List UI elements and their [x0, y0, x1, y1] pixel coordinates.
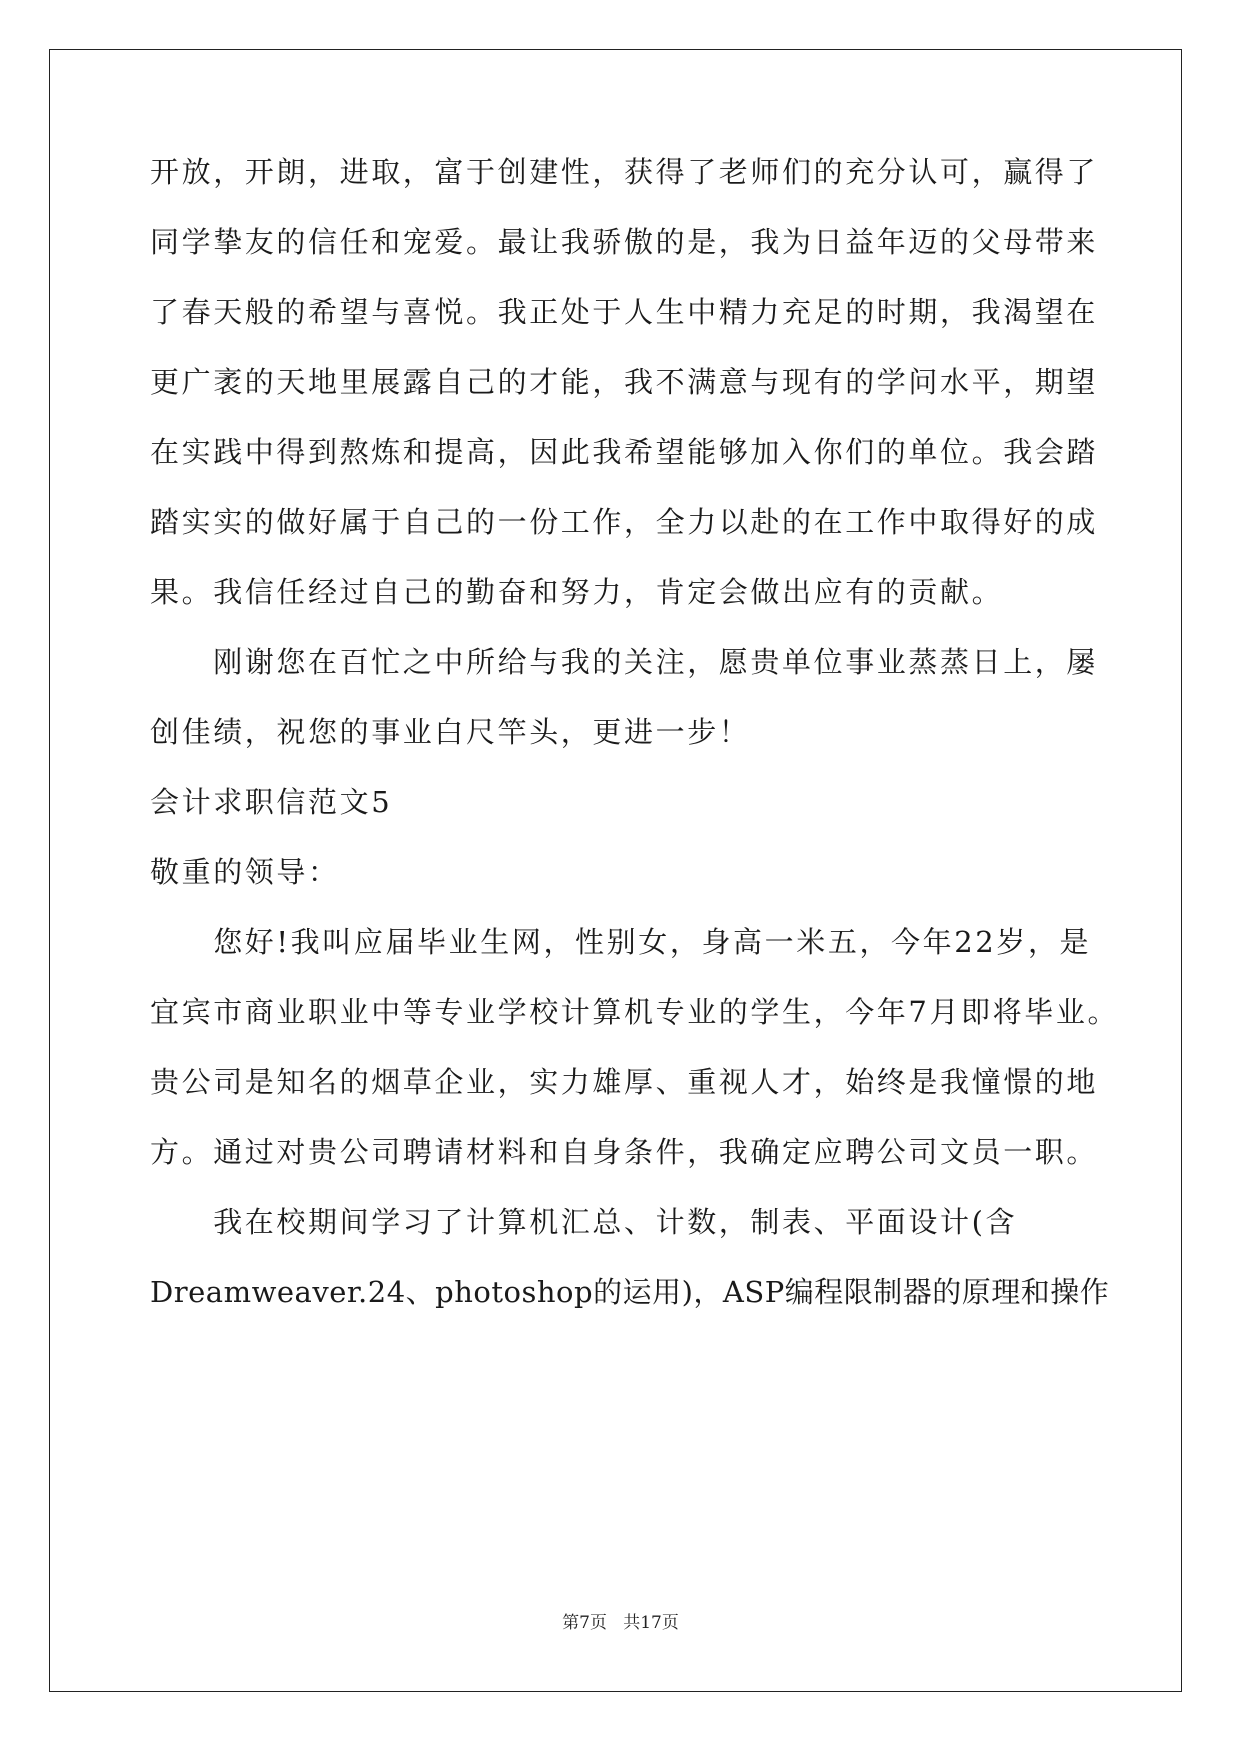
body-line-9: 创佳绩，祝您的事业白尺竿头，更进一步！	[150, 715, 751, 749]
body-line-1: 开放，开朗，进取，富于创建性，获得了老师们的充分认可，赢得了	[150, 155, 1099, 189]
section-heading: 会计求职信范文5	[150, 785, 393, 819]
page-footer	[0, 1612, 1241, 1634]
page-total: 共17页	[623, 1613, 679, 1633]
page-number: 第7页	[562, 1613, 607, 1633]
body-line-14: 贵公司是知名的烟草企业，实力雄厚、重视人才，始终是我憧憬的地	[150, 1065, 1099, 1099]
body-line-5: 在实践中得到熬炼和提高，因此我希望能够加入你们的单位。我会踏	[150, 435, 1099, 469]
body-line-3: 了春天般的希望与喜悦。我正处于人生中精力充足的时期，我渴望在	[150, 295, 1099, 329]
body-line-4: 更广袤的天地里展露自己的才能，我不满意与现有的学问水平，期望	[150, 365, 1099, 399]
body-line-2: 同学挚友的信任和宠爱。最让我骄傲的是，我为日益年迈的父母带来	[150, 225, 1099, 259]
body-line-17: Dreamweaver.24、photoshop的运用)，ASP编程限制器的原理和操作	[150, 1275, 1110, 1309]
body-line-8: 刚谢您在百忙之中所给与我的关注，愿贵单位事业蒸蒸日上，屡	[150, 645, 1099, 679]
body-line-16: 我在校期间学习了计算机汇总、计数，制表、平面设计(含	[150, 1205, 1018, 1239]
body-line-13: 宜宾市商业职业中等专业学校计算机专业的学生，今年7月即将毕业。	[150, 995, 1120, 1029]
body-line-15: 方。通过对贵公司聘请材料和自身条件，我确定应聘公司文员一职。	[150, 1135, 1099, 1169]
body-line-7: 果。我信任经过自己的勤奋和努力，肯定会做出应有的贡献。	[150, 575, 1004, 609]
body-line-12: 您好!我叫应届毕业生网，性别女，身高一米五，今年22岁，是	[150, 925, 1092, 959]
salutation: 敬重的领导：	[150, 855, 340, 889]
body-line-6: 踏实实的做好属于自己的一份工作，全力以赴的在工作中取得好的成	[150, 505, 1099, 539]
